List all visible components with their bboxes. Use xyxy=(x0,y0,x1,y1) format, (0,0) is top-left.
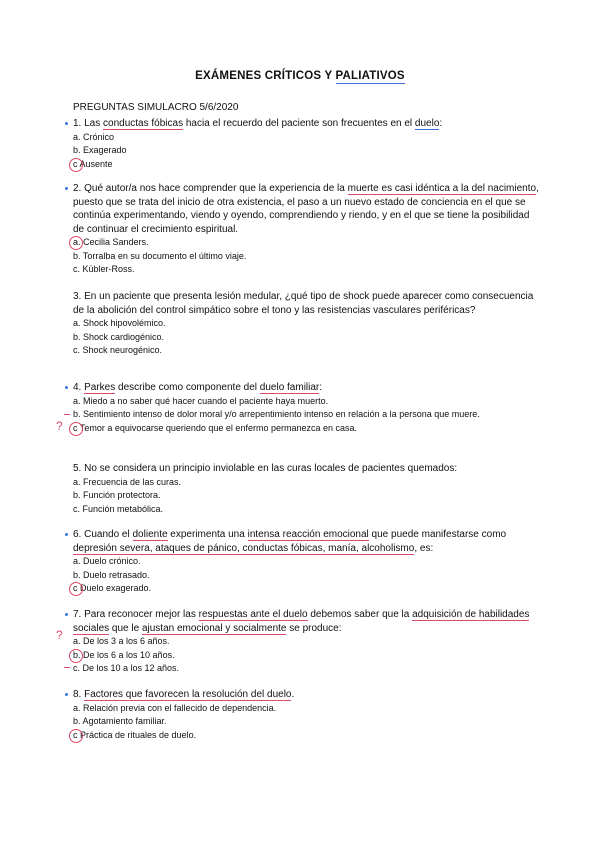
bullet-marker xyxy=(65,613,68,616)
question-5 xyxy=(73,462,543,516)
question-3-option-b: b. Shock cardiogénico. xyxy=(73,331,165,342)
question-7-option-b: b. De los 6 a los 10 años. xyxy=(73,649,543,663)
bullet-marker xyxy=(65,187,68,190)
question-6-option-c: c Duelo exagerado. xyxy=(73,582,543,596)
question-1 xyxy=(73,117,543,171)
question-8 xyxy=(73,688,543,742)
bullet-marker xyxy=(65,122,68,125)
question-4-option-b: b. Sentimiento intenso de dolor moral y/o arrepentimiento intenso en relación a la persona que muere. xyxy=(73,409,480,419)
margin-dash-mark xyxy=(64,414,70,415)
question-6-option-b: b. Duelo retrasado. xyxy=(73,569,150,580)
question-2-option-b: b. Torralba en su documento el último viaje. xyxy=(73,250,247,261)
question-7-stem: 7. Para reconocer mejor las respuestas ante el duelo debemos saber que la adquisición de habilidades sociales que le ajustan emocional y socialmente se produce: xyxy=(73,609,530,634)
question-1-stem: 1. Las conductas fóbicas hacia el recuerdo del paciente son frecuentes en el duelo: xyxy=(73,118,443,129)
question-4-option-c: c Temor a equivocarse queriendo que el enfermo permanezca en casa. xyxy=(73,422,543,436)
document-subtitle: PREGUNTAS SIMULACRO 5/6/2020 xyxy=(73,102,239,113)
question-8-stem: 8. Factores que favorecen la resolución del duelo. xyxy=(73,689,295,700)
title-part-1: EXÁMENES CRÍTICOS Y xyxy=(195,70,336,82)
question-7-option-a: a. De los 3 a los 6 años. xyxy=(73,636,170,646)
question-6-option-a: a. Duelo crónico. xyxy=(73,556,141,566)
question-5-stem: 5. No se considera un principio inviolable en las curas locales de pacientes quemados: xyxy=(73,463,458,474)
bullet-marker xyxy=(65,693,68,696)
question-3-option-c: c. Shock neurogénico. xyxy=(73,345,163,355)
margin-question-mark: ? xyxy=(56,628,63,642)
question-1-option-c: c Ausente xyxy=(73,158,543,172)
question-5-option-a: a. Frecuencia de las curas. xyxy=(73,476,182,487)
question-3-stem: 3. En un paciente que presenta lesión medular, ¿qué tipo de shock puede aparecer como consecuencia de la abolición del control simpático sobre el tono y las resistencias vasculares periféricas? xyxy=(73,291,534,316)
margin-dash-mark xyxy=(64,667,70,668)
question-3-option-a: a. Shock hipovolémico. xyxy=(73,318,166,328)
title-part-2: PALIATIVOS xyxy=(335,70,405,82)
question-1-option-a: a. Crónico xyxy=(73,131,115,142)
question-6-stem: 6. Cuando el doliente experimenta una intensa reacción emocional que puede manifestarse como depresión severa, ataques de pánico, conductas fóbicas, manía, alcoholismo, es: xyxy=(73,529,507,554)
question-8-option-c: c Práctica de rituales de duelo. xyxy=(73,729,543,743)
question-2-option-c: c. Kübler-Ross. xyxy=(73,264,135,274)
document-title xyxy=(0,70,600,82)
question-8-option-a: a. Relación previa con el fallecido de dependencia. xyxy=(73,702,277,713)
question-2-stem: 2. Qué autor/a nos hace comprender que la experiencia de la muerte es casi idéntica a la del nacimiento, puesto que se trata del inicio de otra existencia, el paso a un nuevo estado de conciencia en el que se continúa experimentando, viendo y oyendo, comprendiendo y riendo, y en el que se tiene la posibilidad de continuar el crecimiento espiritual. xyxy=(73,183,539,235)
question-7-option-c: c. De los 10 a los 12 años. xyxy=(73,663,180,673)
question-5-option-b: b. Función protectora. xyxy=(73,490,161,500)
question-8-option-b: b. Agotamiento familiar. xyxy=(73,716,167,726)
margin-question-mark: ? xyxy=(56,419,63,433)
question-5-option-c: c. Función metabólica. xyxy=(73,503,164,514)
question-7 xyxy=(73,608,543,676)
question-4-stem: 4. Parkes describe como componente del duelo familiar: xyxy=(73,382,323,393)
question-4 xyxy=(73,381,543,435)
question-2 xyxy=(73,182,543,277)
question-2-option-a: a. Cecilia Sanders. xyxy=(73,236,543,250)
bullet-marker xyxy=(65,386,68,389)
question-4-option-a: a. Miedo a no saber qué hacer cuando el paciente haya muerto. xyxy=(73,395,329,406)
question-3 xyxy=(73,290,543,358)
question-6 xyxy=(73,528,543,596)
bullet-marker xyxy=(65,533,68,536)
question-1-option-b: b. Exagerado xyxy=(73,145,127,155)
